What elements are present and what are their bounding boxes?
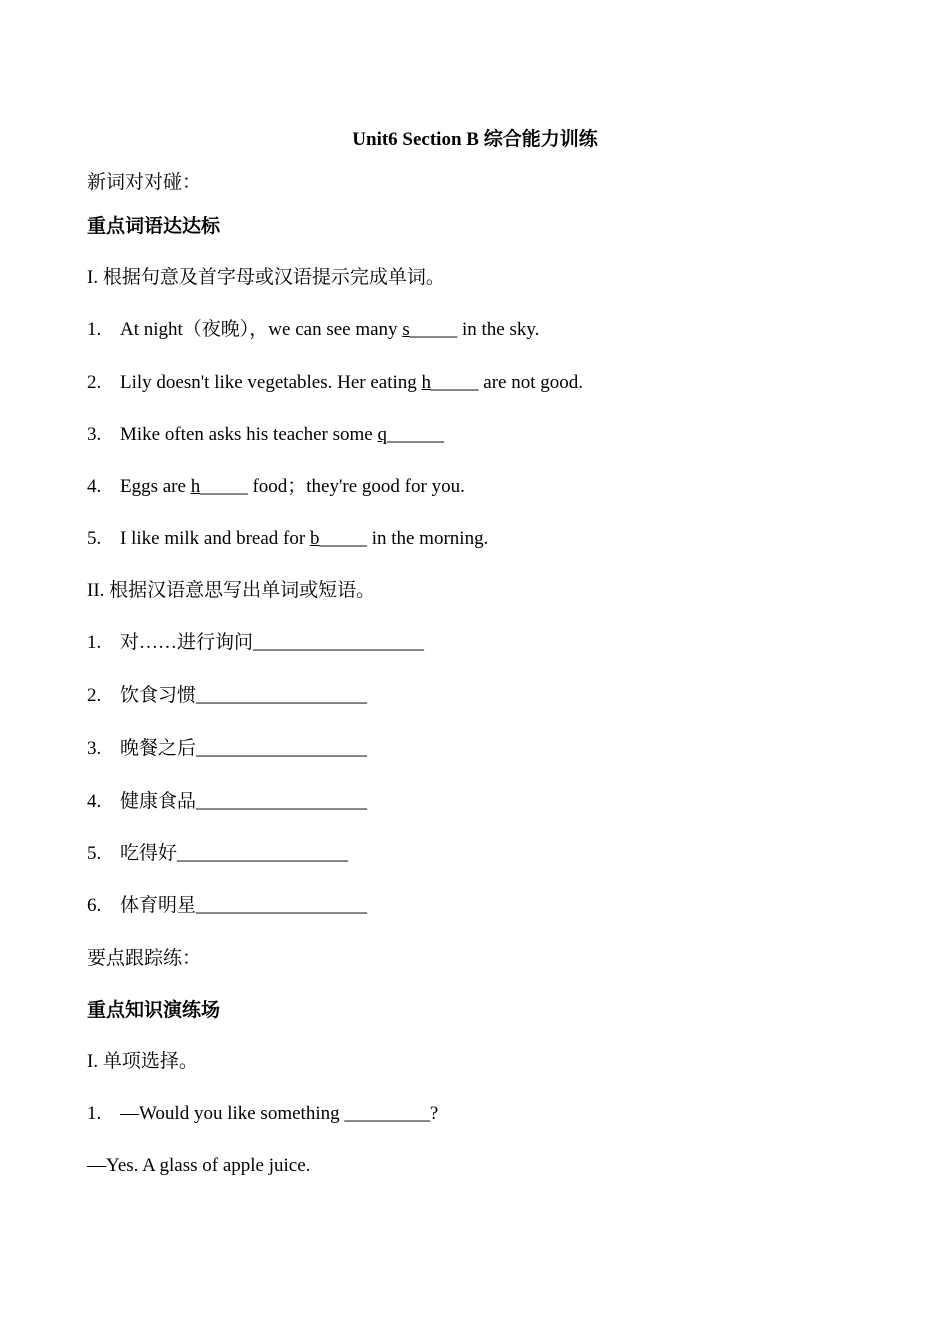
- item-number: 1.: [87, 632, 102, 653]
- part2-item: [87, 893, 367, 919]
- item-number: 5.: [87, 843, 102, 864]
- part2-item: [87, 789, 367, 815]
- intro-new-words: 新词对对碰：: [87, 172, 202, 193]
- part1-item: [87, 526, 488, 552]
- section-heading-vocabulary: 重点词语达达标: [87, 216, 221, 237]
- part2-item: [87, 841, 348, 867]
- item-text: Mike often asks his teacher some: [120, 424, 378, 445]
- item-number: 4.: [87, 791, 102, 812]
- item-text: 健康食品__________________: [120, 791, 368, 812]
- item-text: Lily doesn't like vegetables. Her eating: [120, 372, 422, 393]
- hint-letter: h: [190, 476, 201, 497]
- item-text: 吃得好__________________: [120, 843, 349, 864]
- part2-item: [87, 683, 367, 709]
- question-text: —Would you like something _________?: [120, 1103, 439, 1124]
- item-number: 6.: [87, 895, 102, 916]
- item-number: 3.: [87, 424, 102, 445]
- item-number: 1.: [87, 1103, 102, 1124]
- item-text: I like milk and bread for: [120, 528, 310, 549]
- answer-blank: _____: [200, 476, 248, 497]
- item-number: 3.: [87, 738, 102, 759]
- item-number: 4.: [87, 476, 102, 497]
- intro-key-points: 要点跟踪练：: [87, 948, 202, 969]
- part2-instruction: II. 根据汉语意思写出单词或短语。: [87, 580, 376, 601]
- part3-question: [87, 1101, 438, 1127]
- answer-blank: ______: [386, 424, 444, 445]
- item-text-end: food；they're good for you.: [247, 476, 465, 497]
- answer-blank: _____: [431, 372, 479, 393]
- part2-item: [87, 736, 367, 762]
- item-text-end: in the sky.: [457, 319, 540, 340]
- item-text: At night（夜晚），we can see many: [120, 319, 403, 340]
- answer-blank: _____: [409, 319, 458, 340]
- hint-letter: h: [421, 372, 432, 393]
- part1-item: [87, 474, 465, 500]
- section-heading-knowledge: 重点知识演练场: [87, 1000, 221, 1021]
- item-text: Eggs are: [120, 476, 191, 497]
- item-text-end: in the morning.: [366, 528, 489, 549]
- part3-dialogue-answer: —Yes. A glass of apple juice.: [87, 1155, 311, 1176]
- item-text-end: are not good.: [478, 372, 584, 393]
- part3-instruction: I. 单项选择。: [87, 1051, 198, 1072]
- page-title: Unit6 Section B 综合能力训练: [352, 129, 598, 150]
- hint-letter: q: [377, 424, 387, 445]
- hint-letter: b: [309, 528, 320, 549]
- item-text: 对……进行询问__________________: [120, 632, 425, 653]
- part1-item: [87, 317, 539, 343]
- item-number: 5.: [87, 528, 102, 549]
- part2-item: [87, 630, 424, 656]
- part1-item: [87, 422, 444, 448]
- item-number: 2.: [87, 685, 102, 706]
- hint-letter: s: [402, 319, 410, 340]
- item-number: 2.: [87, 372, 102, 393]
- part1-instruction: I. 根据句意及首字母或汉语提示完成单词。: [87, 267, 445, 288]
- part1-item: [87, 370, 583, 396]
- item-text: 体育明星__________________: [120, 895, 368, 916]
- item-text: 晚餐之后__________________: [120, 738, 368, 759]
- item-number: 1.: [87, 319, 102, 340]
- answer-blank: _____: [319, 528, 367, 549]
- item-text: 饮食习惯__________________: [120, 685, 368, 706]
